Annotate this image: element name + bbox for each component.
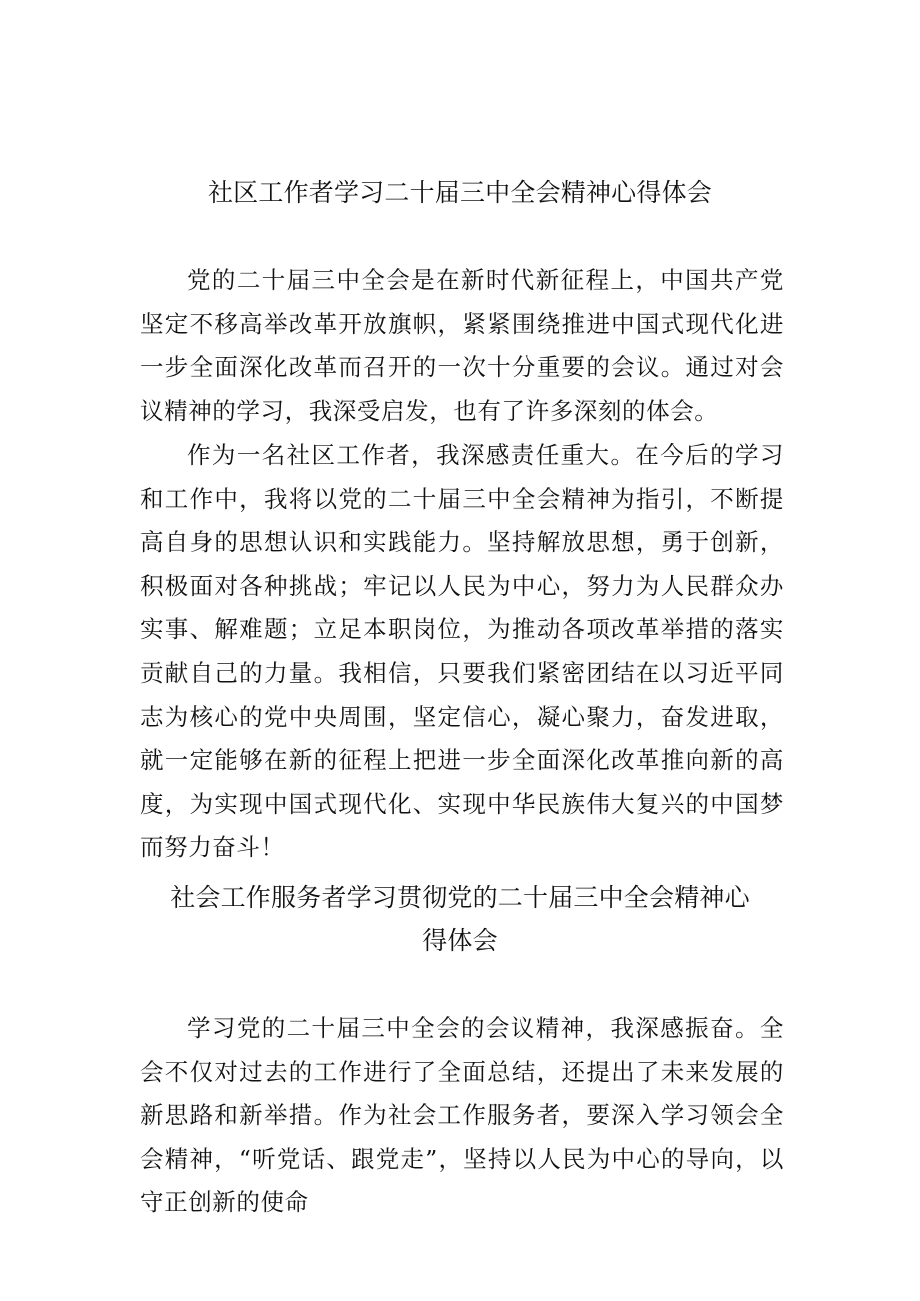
article-2-title-line-1: 社会工作服务者学习贯彻党的二十届三中全会精神心 [170, 883, 750, 912]
article-2-title-line-2: 得体会 [422, 926, 498, 955]
article-1-paragraph-2: 作为一名社区工作者，我深感责任重大。在今后的学习和工作中，我将以党的二十届三中全会精神为指引，不断提高自身的思想认识和实践能力。坚持解放思想，勇于创新，积极面对各种挑战；牢记以人民为中心，努力为人民群众办实事、解难题；立足本职岗位，为推动各项改革举措的落实贡献自己的力量。我相信，只要我们紧密团结在以习近平同志为核心的党中央周围，坚定信心，凝心聚力，奋发进取，就一定能够在新的征程上把进一步全面深化改革推向新的高度，为实现中国式现代化、实现中华民族伟大复兴的中国梦而努力奋斗！ [140, 441, 784, 862]
article-2-title [140, 876, 780, 962]
article-1-title: 社区工作者学习二十届三中全会精神心得体会 [207, 178, 712, 207]
article-1-paragraph-1: 党的二十届三中全会是在新时代新征程上，中国共产党坚定不移高举改革开放旗帜，紧紧围绕推进中国式现代化进一步全面深化改革而召开的一次十分重要的会议。通过对会议精神的学习，我深受启发，也有了许多深刻的体会。 [140, 266, 784, 425]
article-2-paragraph-1: 学习党的二十届三中全会的会议精神，我深感振奋。全会不仅对过去的工作进行了全面总结，还提出了未来发展的新思路和新举措。作为社会工作服务者，要深入学习领会全会精神，“听党话、跟党走”，坚持以人民为中心的导向，以守正创新的使命 [140, 1014, 784, 1217]
